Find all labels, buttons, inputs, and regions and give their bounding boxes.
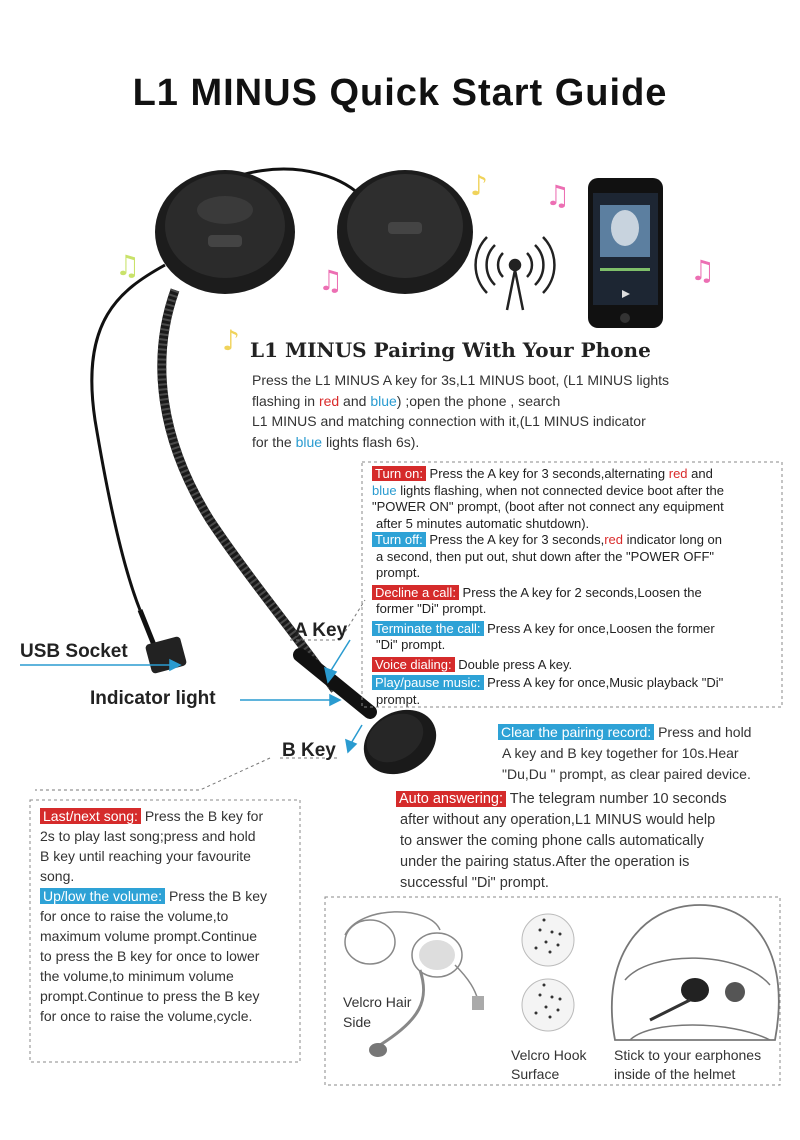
- svg-text:♫: ♫: [545, 179, 571, 212]
- pairing-line: Press the L1 MINUS A key for 3s,L1 MINUS boot, (L1 MINUS lights: [252, 372, 670, 388]
- blue-word: blue: [295, 433, 323, 450]
- velcro-hair-label: [343, 992, 411, 1032]
- text-fragment: lights flash 6s).: [322, 433, 420, 450]
- svg-text:♪: ♪: [470, 169, 488, 202]
- last-next-line: song.: [40, 868, 75, 884]
- volume-tag: Up/low the volume:: [40, 888, 165, 904]
- text-fragment: Press the B key for: [140, 808, 264, 824]
- auto-answer-tag: Auto answering:: [396, 791, 506, 807]
- velcro-hook-label: [511, 1046, 586, 1084]
- clear-pairing-line: "Du,Du " prompt, as clear paired device.: [502, 766, 751, 782]
- volume-line: to press the B key for once to lower: [40, 948, 260, 964]
- decline-call-tag: Decline a call:: [372, 585, 459, 600]
- label-line: Velcro Hook: [511, 1047, 587, 1063]
- decline-line: [372, 585, 780, 602]
- terminate-line: "Di" prompt.: [376, 637, 446, 652]
- clear-pairing-tag: Clear the pairing record:: [498, 724, 654, 740]
- volume-line: [40, 886, 302, 906]
- label-line: Velcro Hair: [343, 994, 412, 1010]
- volume-line: maximum volume prompt.Continue: [40, 928, 258, 944]
- text-fragment: Press the B key: [165, 888, 267, 904]
- auto-answer-line: under the pairing status.After the operation is: [400, 854, 690, 870]
- page-title: L1 MINUS Quick Start Guide: [132, 72, 668, 114]
- text-fragment: Press and hold: [654, 724, 752, 740]
- installation-illustration: [345, 905, 779, 1057]
- terminate-line: [372, 621, 780, 638]
- turn-off-tag: Turn off:: [372, 532, 426, 547]
- b-key-label: B Key: [282, 740, 336, 761]
- text-fragment: and: [339, 392, 371, 409]
- text-fragment: Press the A key for 3 seconds,alternating: [425, 466, 669, 481]
- auto-answer-line: successful "Di" prompt.: [400, 875, 549, 891]
- svg-text:♪: ♪: [222, 324, 240, 357]
- voice-dialing-tag: Voice dialing:: [372, 657, 455, 672]
- wireless-signal-icon: [476, 237, 555, 310]
- pairing-heading: L1 MINUS Pairing With Your Phone: [250, 338, 651, 362]
- terminate-call-tag: Terminate the call:: [372, 621, 484, 636]
- pairing-instructions: [252, 370, 669, 452]
- blue-word: blue: [372, 482, 397, 498]
- left-speaker: [155, 170, 295, 294]
- label-line: Stick to your earphones: [614, 1047, 762, 1063]
- text-fragment: Press A key for once,Music playback "Di": [483, 675, 724, 690]
- text-fragment: The telegram number 10 seconds: [505, 791, 727, 807]
- usb-socket-label: USB Socket: [20, 641, 128, 662]
- voice-dialing-line: [372, 657, 780, 674]
- text-fragment: Press the A key for 3 seconds,: [425, 532, 605, 547]
- auto-answer-line: after without any operation,L1 MINUS would help: [400, 812, 716, 828]
- turn-on-tag: Turn on:: [372, 466, 426, 481]
- play-pause-line: prompt.: [376, 691, 421, 707]
- stick-earphones-label: [614, 1046, 761, 1084]
- b-key-functions: [40, 806, 302, 1026]
- volume-line: the volume,to minimum volume: [40, 968, 234, 984]
- red-word: red: [604, 532, 623, 547]
- last-next-line: 2s to play last song;press and hold: [40, 828, 256, 844]
- pairing-line: [252, 432, 669, 453]
- turn-off-line: prompt.: [376, 565, 421, 580]
- volume-line: prompt.Continue to press the B key: [40, 988, 260, 1004]
- label-line: Surface: [511, 1066, 560, 1082]
- text-fragment: flashing in: [252, 392, 319, 409]
- text-fragment: for the: [252, 433, 296, 450]
- play-pause-tag: Play/pause music:: [372, 675, 484, 690]
- right-speaker: [337, 170, 473, 294]
- svg-text:♫: ♫: [115, 249, 141, 282]
- auto-answer-block: [396, 789, 727, 894]
- text-fragment: Press the A key for 2 seconds,Loosen the: [458, 584, 702, 600]
- clear-pairing-block: [498, 722, 751, 785]
- volume-line: for once to raise the volume,cycle.: [40, 1008, 253, 1024]
- volume-line: for once to raise the volume,to: [40, 908, 229, 924]
- turn-off-line: [372, 532, 780, 549]
- text-fragment: indicator long on: [622, 532, 722, 547]
- svg-text:♫: ♫: [318, 264, 344, 297]
- last-next-line: [40, 806, 302, 826]
- last-next-line: B key until reaching your favourite: [40, 848, 251, 864]
- pairing-line: L1 MINUS and matching connection with it,(L1 MINUS indicator: [252, 413, 646, 429]
- text-fragment: ) ;open the phone , search: [396, 392, 561, 409]
- clear-pairing-line: A key and B key together for 10s.Hear: [502, 745, 739, 761]
- turn-on-line: "POWER ON" prompt, (boot after not connect any equipment: [372, 499, 724, 514]
- turn-on-line: [372, 466, 780, 483]
- last-next-song-tag: Last/next song:: [40, 808, 141, 824]
- text-fragment: and: [687, 466, 713, 481]
- smartphone-icon: [588, 178, 663, 328]
- text-fragment: Press A key for once,Loosen the former: [483, 620, 715, 636]
- blue-word: blue: [370, 392, 397, 409]
- text-fragment: lights flashing, when not connected device boot after the: [396, 482, 724, 498]
- play-pause-line: [372, 675, 780, 692]
- label-line: inside of the helmet: [614, 1066, 736, 1082]
- a-key-label: A Key: [294, 620, 348, 641]
- a-key-functions: [372, 466, 780, 708]
- red-word: red: [668, 466, 688, 481]
- decline-line: former "Di" prompt.: [376, 601, 487, 616]
- svg-text:♫: ♫: [690, 254, 716, 287]
- auto-answer-line: to answer the coming phone calls automatically: [400, 833, 704, 849]
- red-word: red: [318, 392, 340, 409]
- text-fragment: Double press A key.: [454, 656, 573, 672]
- turn-on-line: after 5 minutes automatic shutdown).: [376, 515, 590, 531]
- turn-on-line: [372, 483, 780, 500]
- label-line: Side: [343, 1014, 372, 1030]
- auto-answer-line: [396, 789, 727, 810]
- turn-off-line: a second, then put out, shut down after the "POWER OFF": [376, 548, 715, 564]
- clear-pairing-line: [498, 722, 751, 743]
- pairing-line: [252, 391, 669, 412]
- indicator-light-label: Indicator light: [90, 688, 216, 709]
